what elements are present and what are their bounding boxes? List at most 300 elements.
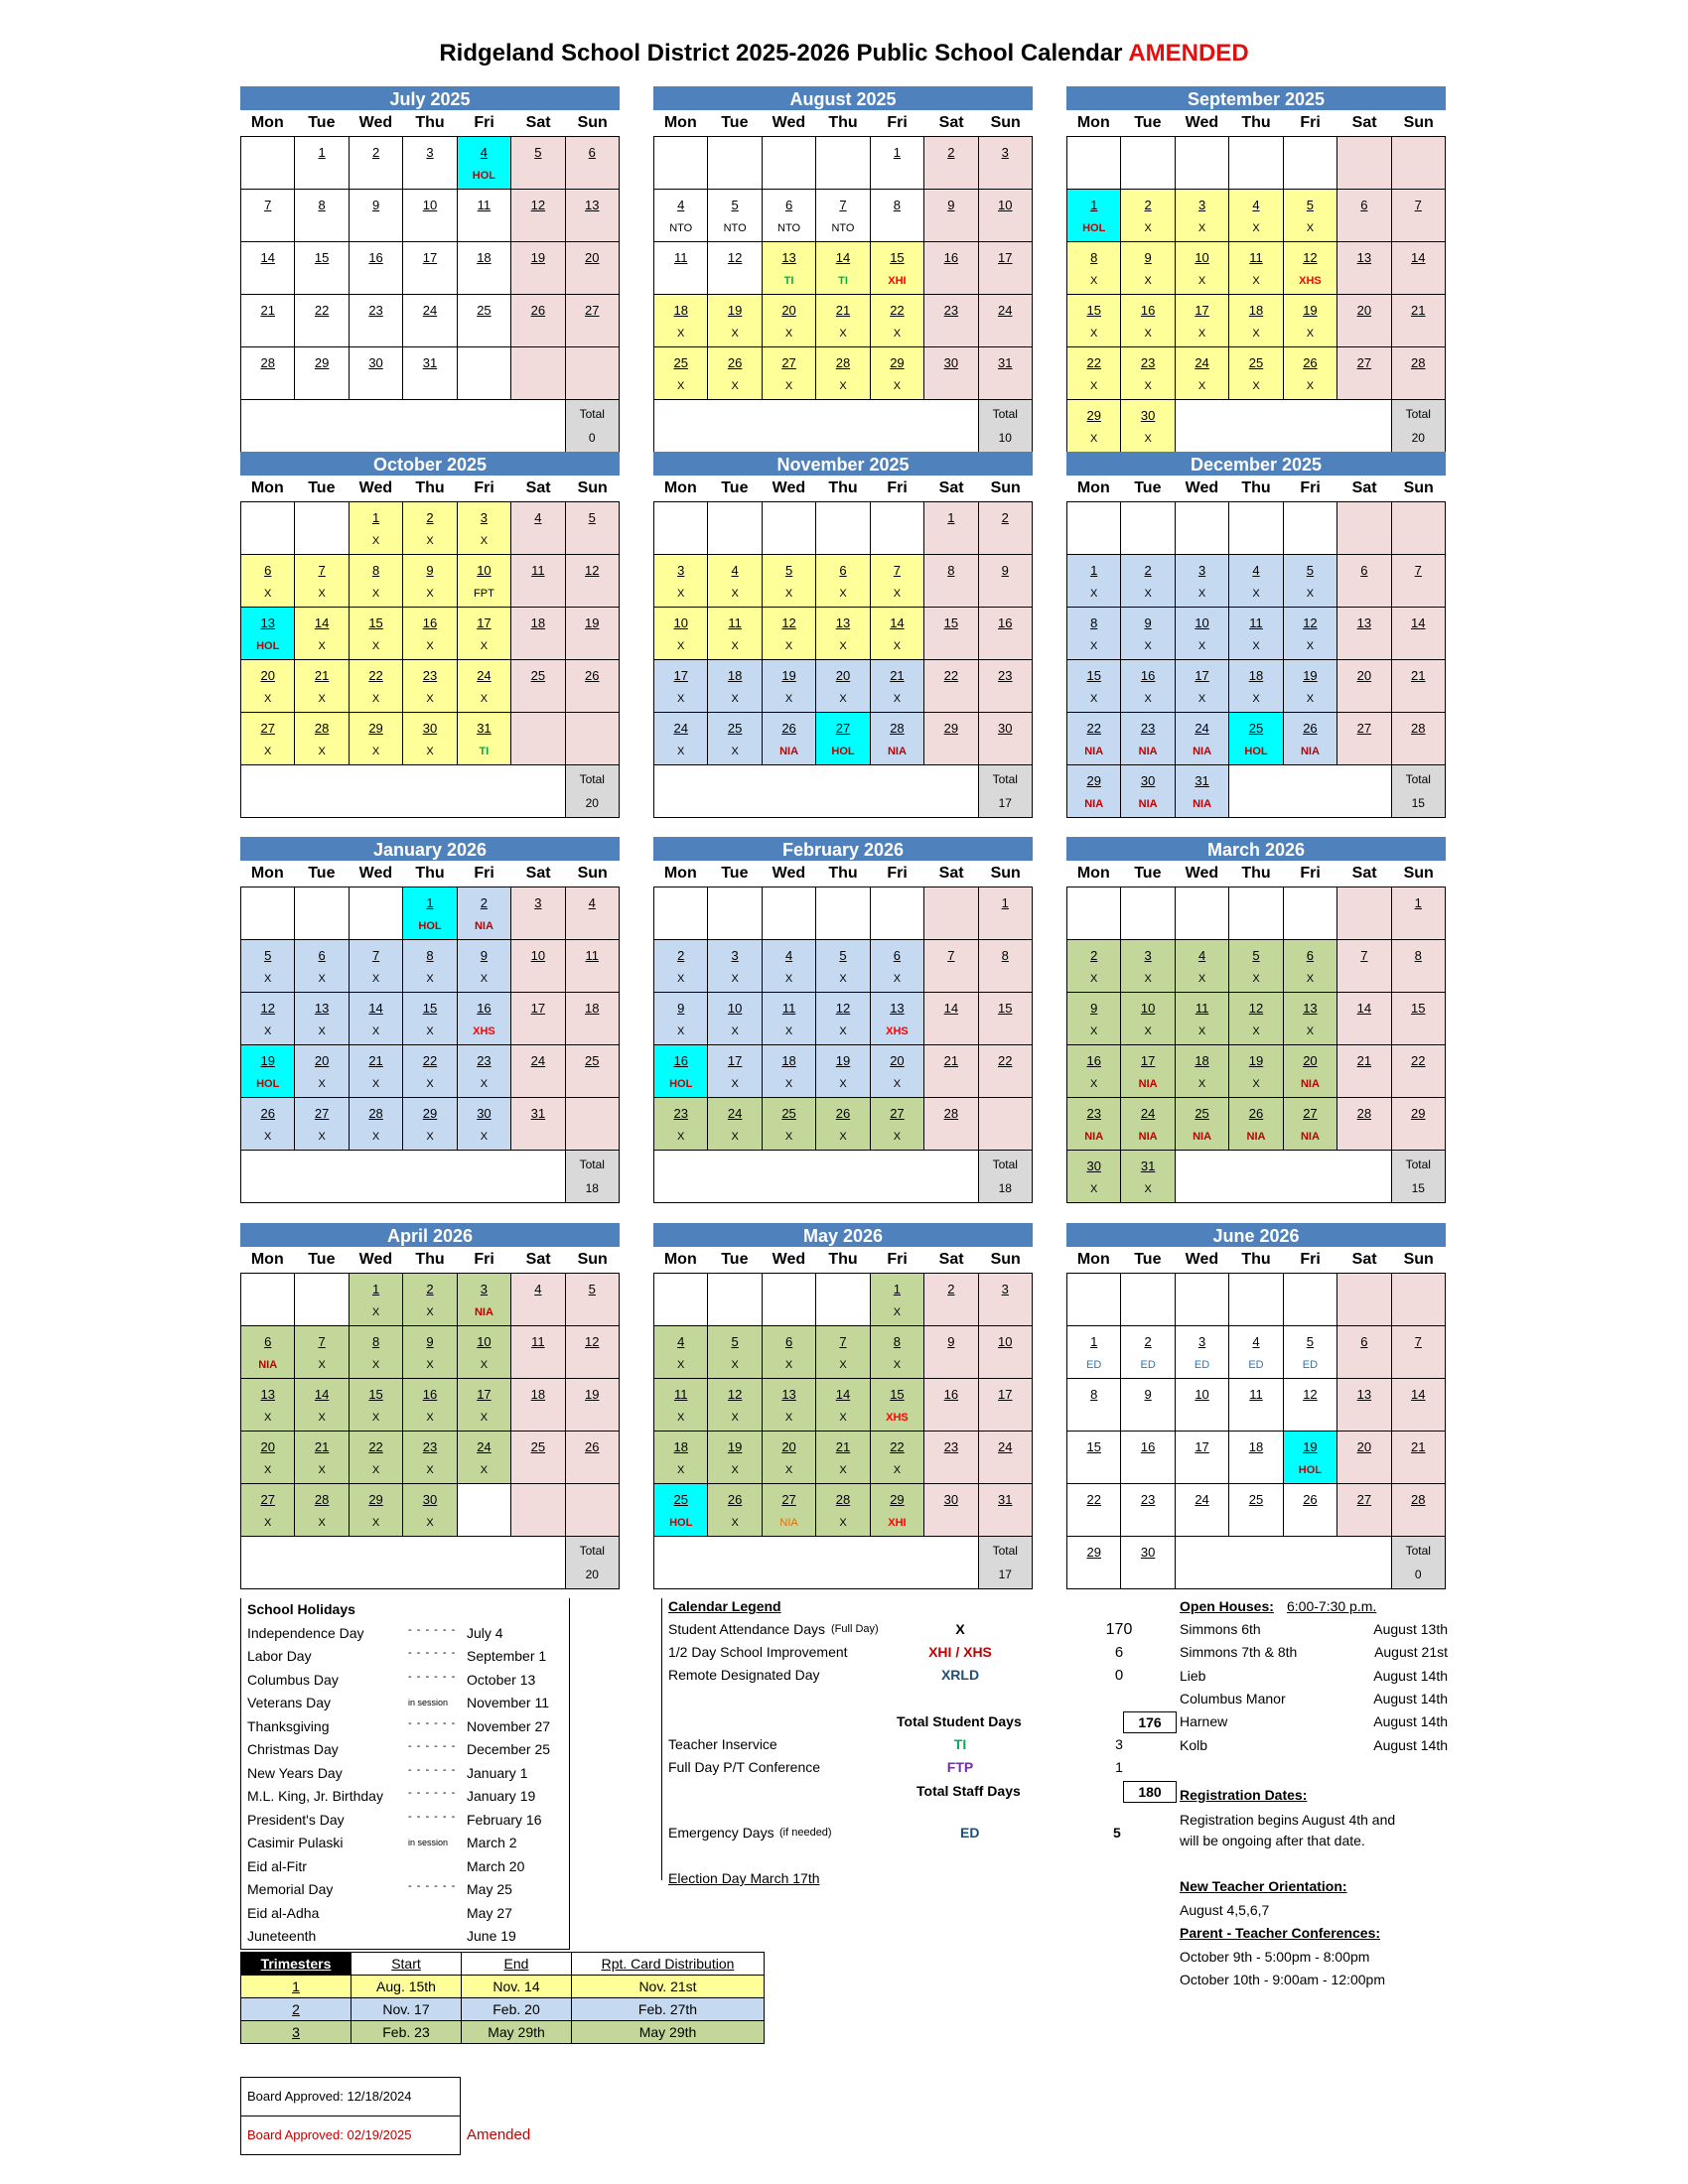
month-total-cell	[979, 400, 1033, 453]
day-cell	[1284, 660, 1337, 713]
day-of-week-label: Tue	[308, 479, 336, 496]
day-cell	[1284, 347, 1337, 400]
empty-cell	[1067, 137, 1121, 190]
day-cell	[816, 1326, 870, 1379]
day-cell	[924, 1274, 978, 1326]
day-code: X	[784, 1464, 793, 1476]
day-number: 4	[480, 145, 489, 160]
day-cell	[654, 1326, 708, 1379]
total-value: 10	[998, 431, 1012, 445]
day-number: 7	[318, 1334, 326, 1349]
open-house-row	[1180, 1691, 1448, 1706]
day-number: 21	[943, 1053, 959, 1068]
day-code: NIA	[1193, 1131, 1212, 1143]
day-code: NIA	[1138, 1078, 1158, 1090]
open-house-school: Kolb	[1180, 1736, 1208, 1753]
day-number: 27	[260, 1492, 275, 1507]
empty-cell	[241, 502, 295, 555]
day-number: 17	[1195, 1439, 1209, 1454]
pt-conferences-title: Parent - Teacher Conferences:	[1180, 1925, 1381, 1941]
day-cell	[763, 660, 816, 713]
holiday-name: Independence Day	[247, 1624, 364, 1641]
day-number: 29	[890, 1492, 905, 1507]
day-cell	[511, 608, 565, 660]
holiday-session-note: in session	[408, 1698, 449, 1707]
emergency-label: Emergency Days	[668, 1825, 774, 1841]
day-cell	[403, 1098, 457, 1151]
day-of-week-header	[1066, 476, 1446, 501]
day-cell	[350, 242, 403, 295]
day-number: 14	[943, 1001, 959, 1016]
day-code: X	[677, 1359, 685, 1371]
day-code: X	[264, 746, 272, 757]
day-code: X	[371, 535, 380, 547]
day-number: 21	[1356, 1053, 1372, 1068]
trimester-rpt: Feb. 27th	[572, 1998, 765, 2021]
day-number: 15	[943, 615, 959, 630]
empty-cell	[1284, 137, 1337, 190]
day-cell	[350, 713, 403, 765]
day-cell	[816, 660, 870, 713]
day-of-week-label: Tue	[721, 114, 749, 131]
day-number: 30	[998, 721, 1013, 736]
day-cell	[1392, 887, 1446, 940]
total-label: Total	[1405, 772, 1431, 786]
day-of-week-label: Wed	[1185, 114, 1219, 131]
day-cell	[458, 1326, 511, 1379]
day-number: 25	[1248, 721, 1264, 736]
day-code: X	[480, 1131, 489, 1143]
empty-cell	[1337, 1274, 1391, 1326]
day-cell	[403, 887, 457, 940]
day-cell	[1121, 1484, 1175, 1537]
total-label: Total	[579, 407, 605, 421]
day-code: HOL	[1244, 746, 1268, 757]
day-number: 2	[426, 1282, 434, 1297]
day-cell	[458, 295, 511, 347]
day-code: X	[1090, 1183, 1098, 1195]
day-number: 28	[890, 721, 905, 736]
day-of-week-label: Sun	[1403, 114, 1434, 131]
legend-code: X	[955, 1621, 965, 1637]
month-total-cell	[566, 400, 620, 453]
day-cell	[511, 1098, 565, 1151]
trimester-rpt: Nov. 21st	[572, 1976, 765, 1998]
total-row-blank	[654, 1151, 979, 1203]
day-cell	[816, 1432, 870, 1484]
day-number: 29	[368, 1492, 383, 1507]
day-code: X	[1144, 640, 1152, 652]
day-number: 1	[318, 145, 326, 160]
day-cell	[1067, 765, 1121, 818]
day-number: 16	[1140, 668, 1156, 683]
day-number: 2	[1090, 948, 1098, 963]
day-of-week-label: Fri	[1300, 479, 1321, 496]
day-number: 29	[1411, 1106, 1426, 1121]
day-cell	[1337, 1432, 1391, 1484]
day-number: 12	[781, 615, 796, 630]
holiday-session-note: - - - - - -	[408, 1716, 457, 1729]
day-code: X	[318, 1517, 326, 1529]
day-code: X	[731, 328, 739, 340]
day-cell	[979, 190, 1033, 242]
day-cell	[1337, 555, 1391, 608]
day-code: X	[731, 640, 739, 652]
day-number: 14	[1411, 615, 1426, 630]
day-code: X	[318, 693, 326, 705]
day-code: X	[264, 973, 272, 985]
day-number: 30	[1086, 1159, 1101, 1173]
day-code: X	[1306, 693, 1315, 705]
day-cell	[924, 940, 978, 993]
open-house-date: August 14th	[1373, 1690, 1448, 1706]
day-code: X	[731, 693, 739, 705]
trimester-start: Feb. 23	[352, 2021, 462, 2044]
day-cell	[1067, 1379, 1121, 1432]
day-cell	[979, 1045, 1033, 1098]
day-cell	[566, 190, 620, 242]
holiday-date: March 2	[467, 1835, 517, 1850]
day-number: 19	[781, 668, 796, 683]
day-cell	[924, 993, 978, 1045]
day-cell	[1284, 608, 1337, 660]
day-of-week-header	[1066, 1247, 1446, 1273]
day-cell	[241, 555, 295, 608]
day-of-week-header	[653, 1247, 1033, 1273]
day-code: X	[1306, 640, 1315, 652]
day-of-week-header	[240, 476, 620, 501]
day-number: 17	[727, 1053, 743, 1068]
day-code: X	[1197, 380, 1206, 392]
total-label: Total	[992, 1544, 1018, 1558]
day-code: ED	[1248, 1359, 1264, 1371]
day-cell	[403, 242, 457, 295]
day-number: 17	[1140, 1053, 1156, 1068]
day-code: X	[839, 380, 847, 392]
holiday-name: Christmas Day	[247, 1741, 339, 1757]
total-student-label: Total Student Days	[897, 1713, 1022, 1729]
open-house-row	[1180, 1621, 1448, 1637]
day-cell	[511, 555, 565, 608]
day-cell	[458, 555, 511, 608]
day-number: 24	[530, 1053, 546, 1068]
day-of-week-label: Tue	[721, 479, 749, 496]
day-number: 25	[781, 1106, 796, 1121]
day-of-week-label: Sun	[1403, 1251, 1434, 1268]
day-number: 22	[368, 668, 383, 683]
empty-cell	[1337, 887, 1391, 940]
month-total-cell	[566, 765, 620, 818]
day-cell	[1337, 1098, 1391, 1151]
day-number: 10	[673, 615, 688, 630]
day-cell	[403, 347, 457, 400]
legend-small: (Full Day)	[831, 1623, 879, 1635]
day-of-week-label: Fri	[887, 114, 908, 131]
day-cell	[654, 347, 708, 400]
day-cell	[1176, 347, 1229, 400]
day-cell	[350, 1326, 403, 1379]
registration-text-1: Registration begins August 4th and	[1180, 1812, 1396, 1828]
day-number: 12	[1303, 250, 1318, 265]
day-number: 12	[260, 1001, 275, 1016]
day-of-week-label: Thu	[415, 865, 445, 882]
trimester-n: 2	[241, 1998, 352, 2021]
day-cell	[511, 887, 565, 940]
day-code: X	[318, 1025, 326, 1037]
day-cell	[1176, 555, 1229, 608]
day-of-week-label: Sat	[1351, 114, 1377, 131]
day-of-week-label: Sat	[525, 114, 551, 131]
day-number: 20	[260, 1439, 275, 1454]
total-label: Total	[992, 407, 1018, 421]
day-cell	[458, 608, 511, 660]
day-of-week-label: Mon	[250, 1251, 284, 1268]
day-number: 20	[314, 1053, 330, 1068]
total-value: 0	[588, 431, 596, 445]
day-code: X	[1144, 328, 1152, 340]
day-code: XHS	[886, 1025, 909, 1037]
empty-cell	[241, 887, 295, 940]
day-number: 21	[835, 1439, 851, 1454]
day-code: X	[426, 693, 434, 705]
day-cell	[1176, 993, 1229, 1045]
day-code: X	[839, 1078, 847, 1090]
day-number: 12	[1303, 615, 1318, 630]
month-2	[1066, 86, 1446, 453]
day-number: 29	[1086, 408, 1101, 423]
day-code: X	[1144, 275, 1152, 287]
day-cell	[1176, 765, 1229, 818]
holiday-date: May 27	[467, 1904, 512, 1921]
day-number: 1	[1001, 895, 1009, 910]
day-number: 19	[585, 615, 600, 630]
day-number: 13	[260, 615, 275, 630]
holiday-name: Casimir Pulaski	[247, 1835, 344, 1850]
day-cell	[1229, 993, 1283, 1045]
day-number: 3	[426, 145, 434, 160]
trimesters-table	[240, 1952, 765, 2044]
day-number: 31	[422, 355, 438, 370]
day-code: X	[1252, 1078, 1260, 1090]
day-code: X	[426, 535, 434, 547]
holiday-row	[241, 1738, 569, 1762]
day-number: 5	[839, 948, 847, 963]
day-code: X	[480, 640, 489, 652]
day-cell	[708, 660, 762, 713]
day-code: X	[371, 693, 380, 705]
holiday-row	[241, 1925, 569, 1949]
day-cell	[763, 940, 816, 993]
day-code: X	[1144, 693, 1152, 705]
day-cell	[566, 608, 620, 660]
day-cell	[458, 887, 511, 940]
registration-title: Registration Dates:	[1180, 1787, 1308, 1803]
day-number: 20	[585, 250, 600, 265]
day-cell	[1392, 1045, 1446, 1098]
day-cell	[295, 1098, 349, 1151]
day-number: 24	[1140, 1106, 1156, 1121]
day-cell	[871, 1484, 924, 1537]
day-code: TI	[838, 275, 848, 287]
day-number: 16	[943, 250, 959, 265]
day-cell	[403, 940, 457, 993]
day-number: 6	[1306, 948, 1315, 963]
empty-cell	[924, 887, 978, 940]
day-number: 5	[731, 198, 739, 212]
day-number: 8	[1090, 250, 1098, 265]
day-code: NIA	[1138, 798, 1158, 810]
day-code: X	[426, 1078, 434, 1090]
day-cell	[241, 940, 295, 993]
day-number: 28	[314, 1492, 330, 1507]
day-number: 18	[673, 303, 688, 318]
day-number: 30	[943, 355, 959, 370]
day-code: NIA	[1193, 798, 1212, 810]
total-label: Total	[579, 772, 605, 786]
day-cell	[295, 137, 349, 190]
day-of-week-label: Sat	[525, 479, 551, 496]
day-number: 26	[260, 1106, 275, 1121]
new-teacher-orientation-title: New Teacher Orientation:	[1180, 1878, 1347, 1894]
empty-cell	[1176, 137, 1229, 190]
day-code: XHS	[473, 1025, 495, 1037]
day-cell	[763, 1379, 816, 1432]
legend-label: Full Day P/T Conference	[668, 1759, 821, 1775]
day-number: 8	[371, 563, 380, 578]
day-cell	[979, 137, 1033, 190]
day-code: X	[318, 1359, 326, 1371]
day-cell	[1392, 1432, 1446, 1484]
day-cell	[1121, 1151, 1175, 1203]
day-cell	[1337, 660, 1391, 713]
day-code: X	[371, 1131, 380, 1143]
day-cell	[511, 940, 565, 993]
empty-cell	[1176, 502, 1229, 555]
legend-label: Student Attendance Days	[668, 1621, 825, 1637]
day-number: 18	[477, 250, 492, 265]
page-title	[0, 40, 1688, 68]
election-day: Election Day March 17th	[668, 1870, 820, 1886]
day-number: 20	[781, 1439, 796, 1454]
day-cell	[350, 502, 403, 555]
total-value: 0	[1414, 1568, 1422, 1581]
day-number: 7	[371, 948, 380, 963]
day-number: 13	[781, 1387, 796, 1402]
day-code: X	[426, 1359, 434, 1371]
day-code: NTO	[669, 222, 693, 234]
month-grid	[1066, 1273, 1446, 1589]
day-number: 16	[477, 1001, 492, 1016]
day-cell	[1229, 940, 1283, 993]
holiday-date: December 25	[467, 1741, 551, 1757]
empty-cell	[566, 1098, 620, 1151]
day-number: 8	[1090, 1387, 1098, 1402]
day-cell	[1337, 347, 1391, 400]
day-cell	[1337, 1379, 1391, 1432]
day-code: X	[371, 640, 380, 652]
day-number: 31	[477, 721, 492, 736]
day-number: 26	[1303, 1492, 1318, 1507]
day-code: X	[839, 693, 847, 705]
day-of-week-label: Sun	[990, 1251, 1021, 1268]
day-number: 26	[781, 721, 796, 736]
day-cell	[1284, 993, 1337, 1045]
day-code: X	[1306, 588, 1315, 600]
day-cell	[1176, 295, 1229, 347]
day-number: 27	[1356, 1492, 1372, 1507]
day-number: 4	[784, 948, 793, 963]
day-number: 10	[477, 563, 492, 578]
day-cell	[350, 993, 403, 1045]
empty-cell	[1067, 502, 1121, 555]
day-cell	[708, 1484, 762, 1537]
day-cell	[458, 1379, 511, 1432]
day-number: 18	[1195, 1053, 1209, 1068]
day-number: 28	[260, 355, 275, 370]
day-number: 10	[422, 198, 438, 212]
day-code: X	[426, 640, 434, 652]
day-cell	[708, 608, 762, 660]
day-code: X	[839, 973, 847, 985]
day-number: 25	[1248, 355, 1264, 370]
day-number: 18	[673, 1439, 688, 1454]
day-cell	[763, 1432, 816, 1484]
total-row-blank	[654, 765, 979, 818]
day-of-week-header	[1066, 110, 1446, 136]
day-cell	[511, 993, 565, 1045]
day-code: XHS	[1299, 275, 1322, 287]
empty-cell	[566, 1484, 620, 1537]
day-cell	[924, 1045, 978, 1098]
month-total-cell	[1392, 1151, 1446, 1203]
emergency-small: (if needed)	[779, 1827, 832, 1839]
day-cell	[816, 1098, 870, 1151]
day-cell	[1121, 993, 1175, 1045]
day-cell	[708, 1379, 762, 1432]
day-cell	[1284, 1326, 1337, 1379]
day-cell	[763, 242, 816, 295]
month-title: February 2026	[653, 837, 1033, 861]
legend-code: FTP	[946, 1759, 974, 1775]
day-code: X	[480, 973, 489, 985]
day-of-week-label: Wed	[1185, 479, 1219, 496]
day-of-week-label: Sun	[577, 1251, 608, 1268]
day-number: 10	[998, 198, 1013, 212]
legend-code: XRLD	[940, 1667, 980, 1683]
day-number: 8	[1001, 948, 1009, 963]
day-code: X	[893, 588, 902, 600]
day-cell	[816, 1379, 870, 1432]
day-cell	[241, 660, 295, 713]
day-number: 19	[1303, 668, 1318, 683]
day-of-week-label: Wed	[772, 114, 806, 131]
day-code: X	[1252, 222, 1260, 234]
month-3	[240, 452, 620, 818]
day-code: NIA	[1084, 798, 1104, 810]
day-cell	[403, 1274, 457, 1326]
day-number: 14	[260, 250, 275, 265]
day-number: 17	[477, 615, 492, 630]
day-cell	[1392, 1098, 1446, 1151]
day-cell	[871, 190, 924, 242]
day-cell	[1284, 1484, 1337, 1537]
day-cell	[350, 295, 403, 347]
day-number: 2	[480, 895, 489, 910]
day-number: 13	[781, 250, 796, 265]
month-0	[240, 86, 620, 453]
day-number: 14	[314, 1387, 330, 1402]
day-of-week-header	[1066, 861, 1446, 887]
